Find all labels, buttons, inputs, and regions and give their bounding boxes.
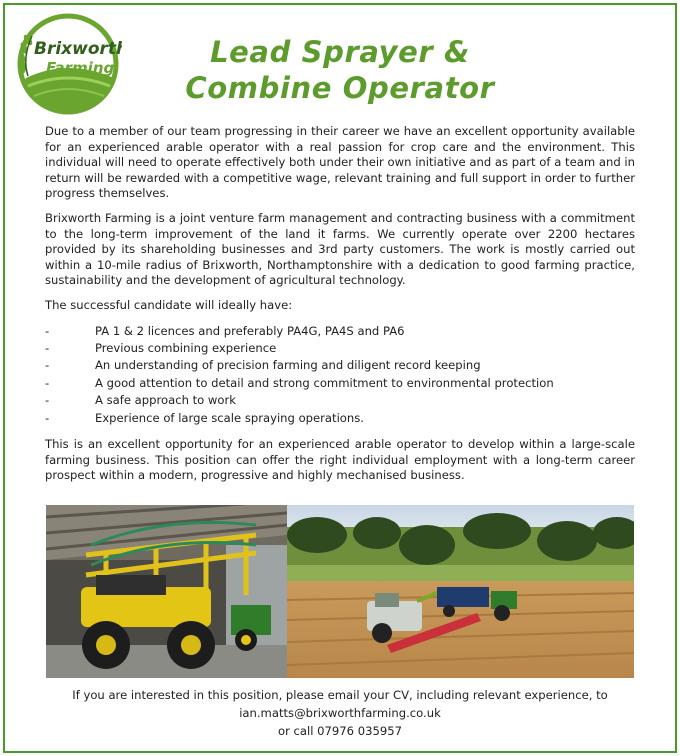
list-item: - Experience of large scale spraying operations. [45,410,364,425]
sprayer-photo [46,505,287,678]
brixworth-farming-logo [14,12,122,116]
intro-paragraph: Due to a member of our team progressing in their career we have an excellent opportunity available for an experienced arable operator with a real passion for crop care and the environment. This individual will need to operate effectively both under their own initiative and as part of a team and in return will be rewarded with a competitive wage, relevant training and full support in order to further progress themselves. [45,124,635,201]
job-title [160,34,520,106]
title-line-1: Lead Sprayer & [210,35,470,69]
requirements-lead: The successful candidate will ideally have: [45,297,293,312]
contact-footer [45,686,635,740]
contact-instruction: If you are interested in this position, please email your CV, including relevant experience, to [72,688,608,702]
company-paragraph: Brixworth Farming is a joint venture farm management and contracting business with a commitment to the long-term improvement of the land it farms. We currently operate over 2200 hectares provided by its shareholding businesses and 3rd party customers. The work is mostly carried out within a 10-mile radius of Brixworth, Northamptonshire with a dedication to good farming practice, sustainability and the development of agricultural technology. [45,210,635,288]
logo-word-brixworth: Brixworth [34,39,122,59]
list-item: - An understanding of precision farming and diligent record keeping [45,358,481,373]
photo-row [46,505,634,678]
list-item: - A safe approach to work [45,393,236,408]
list-item: - Previous combining experience [45,340,277,355]
combine-harvest-photo [287,505,634,678]
requirements-list [45,323,635,427]
contact-email[interactable]: ian.matts@brixworthfarming.co.uk [239,706,441,720]
logo-word-farming: Farming [46,59,115,77]
contact-phone: or call 07976 035957 [278,724,402,738]
closing-paragraph: This is an excellent opportunity for an experienced arable operator to develop within a large-scale farming business. This position can offer the right individual employment with a long-term career prospect within a modern, progressive and highly mechanised business. [45,436,635,483]
title-line-2: Combine Operator [185,71,495,105]
list-item: - PA 1 & 2 licences and preferably PA4G, PA4S and PA6 [45,323,405,338]
job-description [45,124,635,493]
list-item: - A good attention to detail and strong commitment to environmental protection [45,375,554,390]
